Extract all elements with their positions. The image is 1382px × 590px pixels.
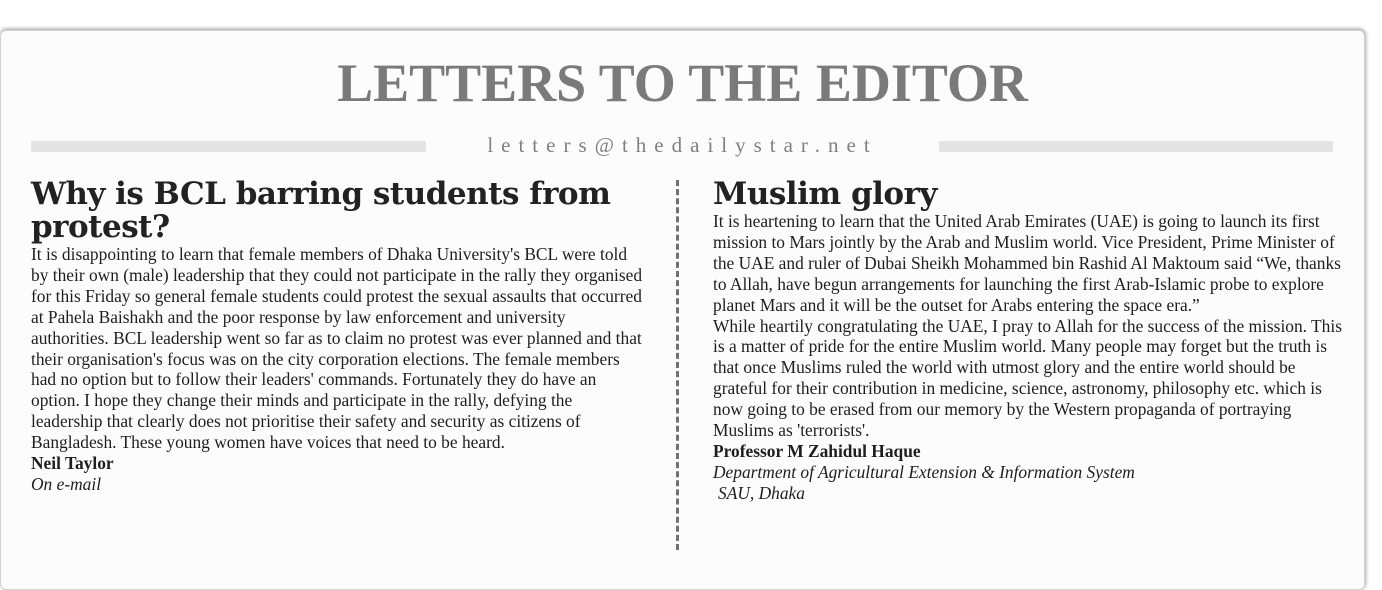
- letter-paragraph: It is heartening to learn that the United Arab Emirates (UAE) is going to launch its first mission to Mars jointly by the Arab and Muslim world. Vice President, Prime Minister of the UAE and ruler of Dubai Sheikh Mohammed bin Rashid Al Maktoum said “We, thanks to Allah, have begun arrangements for launching the first Arab-Islamic probe to explore planet Mars and it will be the outset for Arabs entering the space era.”: [713, 211, 1341, 315]
- letter-affiliation: On e-mail: [31, 473, 102, 494]
- letter-author: Professor M Zahidul Haque: [713, 440, 921, 461]
- letter-bcl: [31, 178, 646, 495]
- header-rule-left: [31, 141, 426, 152]
- letter-body: It is disappointing to learn that female members of Dhaka University's BCL were told by their own (male) leadership that they could not participate in the rally they organised for this Friday so general female students could protest the sexual assaults that occurred at Pahela Baishakh and the poor response by law enforcement and university authorities. BCL leadership went so far as to claim no protest was ever planned and that their organisation's focus was on the city corporation elections. The female members had no option but to follow their leaders' commands. Fortunately they do have an option. I hope they change their minds and participate in the rally, defying the leadership that clearly does not prioritise their safety and security as citizens of Bangladesh. These young women have voices that need to be heard.: [31, 244, 643, 453]
- letter-affiliation: Department of Agricultural Extension & Information System: [713, 461, 1135, 482]
- letter-location: SAU, Dhaka: [718, 482, 805, 503]
- section-title: LETTERS TO THE EDITOR: [337, 53, 1028, 113]
- column-divider: [676, 180, 679, 550]
- letter-author: Neil Taylor: [31, 453, 114, 474]
- letters-email: letters@thedailystar.net: [487, 133, 878, 157]
- letter-headline: Why is BCL barring students from protest?: [31, 176, 611, 245]
- letter-paragraph: While heartily congratulating the UAE, I pray to Allah for the success of the mission. This is a matter of pride for the entire Muslim world. Many people may forget but the truth is that once Muslims ruled the world with utmost glory and the entire world should be grateful for their contribution in medicine, science, astronomy, philosophy etc. which is now going to be erased from our memory by the Western propaganda of portraying Muslims as 'terrorists'.: [713, 315, 1342, 441]
- letter-muslim-glory: [713, 178, 1343, 504]
- letter-headline: Muslim glory: [713, 176, 937, 212]
- header-rule-right: [939, 141, 1333, 152]
